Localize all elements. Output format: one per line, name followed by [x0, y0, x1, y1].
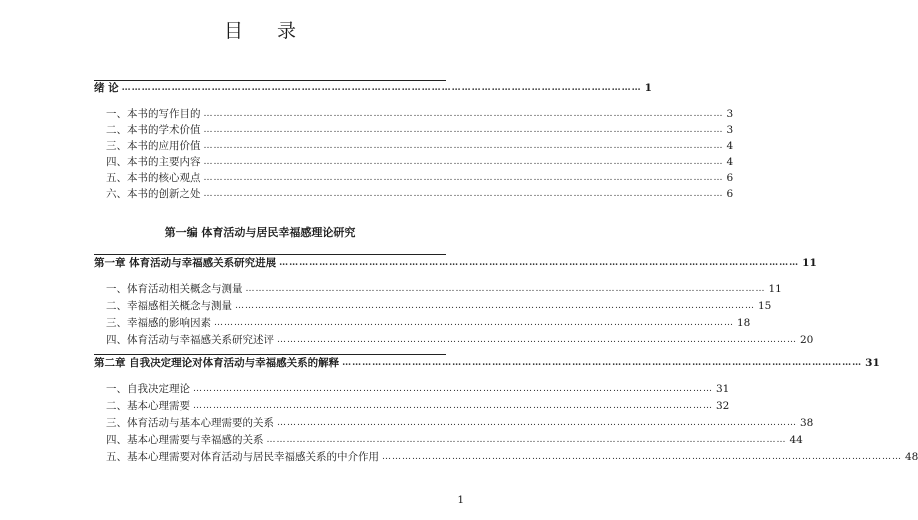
entry-label: 第一章 体育活动与幸福感关系研究进展 [94, 257, 277, 269]
entry-page: 18 [737, 317, 751, 329]
leader-dots: ………………………………………………………………………………………………………………………………………… [203, 189, 724, 199]
toc-entry[interactable] [106, 108, 734, 121]
entry-page: 31 [865, 357, 880, 369]
page-number: 1 [457, 494, 464, 506]
entry-page: 32 [716, 400, 730, 412]
entry-page: 38 [800, 417, 814, 429]
divider-rule [94, 80, 446, 81]
entry-label: 二、本书的学术价值 [106, 124, 201, 136]
entry-label: 一、本书的写作目的 [106, 108, 201, 120]
entry-label: 三、体育活动与基本心理需要的关系 [106, 417, 274, 429]
entry-label: 四、基本心理需要与幸福感的关系 [106, 434, 264, 446]
entry-label: 一、体育活动相关概念与测量 [106, 283, 243, 295]
toc-entry[interactable] [106, 156, 734, 169]
leader-dots: ………………………………………………………………………………………………………………………………………… [193, 384, 713, 394]
leader-dots: ………………………………………………………………………………………………………………………………………… [203, 173, 724, 183]
leader-dots: ………………………………………………………………………………………………………………………………………… [214, 318, 734, 328]
toc-entry[interactable] [106, 417, 814, 430]
toc-entry[interactable] [106, 334, 814, 347]
leader-dots: ………………………………………………………………………………………………………………………………………… [203, 109, 724, 119]
entry-page: 31 [716, 383, 730, 395]
divider-rule [94, 354, 446, 355]
leader-dots: ………………………………………………………………………………………………………………………………………… [382, 452, 902, 462]
toc-entry[interactable] [106, 300, 772, 313]
toc-entry[interactable] [106, 124, 734, 137]
entry-label: 三、幸福感的影响因素 [106, 317, 211, 329]
entry-page: 15 [758, 300, 772, 312]
toc-entry[interactable] [106, 172, 734, 185]
leader-dots: ………………………………………………………………………………………………………………………………………… [121, 83, 642, 93]
entry-label: 二、基本心理需要 [106, 400, 190, 412]
leader-dots: ………………………………………………………………………………………………………………………………………… [266, 435, 787, 445]
entry-label: 四、本书的主要内容 [106, 156, 201, 168]
entry-page: 3 [726, 108, 734, 120]
leader-dots: ………………………………………………………………………………………………………………………………………… [277, 418, 797, 428]
leader-dots: ………………………………………………………………………………………………………………………………………… [235, 301, 755, 311]
toc-entry[interactable] [106, 317, 751, 330]
leader-dots: ………………………………………………………………………………………………………………………………………… [277, 335, 797, 345]
entry-page: 3 [726, 124, 734, 136]
toc-entry[interactable] [106, 451, 918, 464]
entry-page: 6 [726, 172, 734, 184]
entry-page: 6 [726, 188, 734, 200]
toc-entry[interactable] [106, 140, 734, 153]
entry-page: 44 [789, 434, 803, 446]
toc-title: 目 录 [223, 20, 311, 42]
entry-page: 11 [768, 283, 782, 295]
leader-dots: ………………………………………………………………………………………………………………………………………… [203, 157, 724, 167]
toc-entry-chapter-2[interactable] [94, 357, 880, 370]
entry-label: 二、幸福感相关概念与测量 [106, 300, 232, 312]
leader-dots: ………………………………………………………………………………………………………………………………………… [203, 141, 724, 151]
entry-label: 第二章 自我决定理论对体育活动与幸福感关系的解释 [94, 357, 340, 369]
entry-label: 五、本书的核心观点 [106, 172, 201, 184]
toc-entry[interactable] [106, 383, 730, 396]
leader-dots: ………………………………………………………………………………………………………………………………………… [193, 401, 713, 411]
toc-entry[interactable] [106, 400, 730, 413]
leader-dots: ………………………………………………………………………………………………………………………………………… [342, 358, 863, 368]
leader-dots: ………………………………………………………………………………………………………………………………………… [203, 125, 724, 135]
entry-label: 绪 论 [94, 82, 119, 94]
part-heading[interactable]: 第一编 体育活动与居民幸福感理论研究 [164, 226, 356, 239]
entry-label: 五、基本心理需要对体育活动与居民幸福感关系的中介作用 [106, 451, 379, 463]
toc-entry[interactable] [106, 283, 782, 296]
toc-entry-chapter-1[interactable] [94, 257, 817, 270]
entry-page: 11 [802, 257, 817, 269]
entry-page: 48 [905, 451, 918, 463]
entry-label: 六、本书的创新之处 [106, 188, 201, 200]
entry-page: 1 [644, 82, 652, 94]
toc-entry-intro[interactable] [94, 82, 652, 95]
divider-rule [94, 254, 446, 255]
leader-dots: ………………………………………………………………………………………………………………………………………… [245, 284, 766, 294]
leader-dots: ………………………………………………………………………………………………………………………………………… [279, 258, 800, 268]
toc-entry[interactable] [106, 188, 734, 201]
entry-label: 四、体育活动与幸福感关系研究述评 [106, 334, 274, 346]
toc-entry[interactable] [106, 434, 803, 447]
entry-label: 一、自我决定理论 [106, 383, 190, 395]
entry-page: 4 [726, 156, 734, 168]
entry-label: 三、本书的应用价值 [106, 140, 201, 152]
entry-page: 20 [800, 334, 814, 346]
entry-page: 4 [726, 140, 734, 152]
